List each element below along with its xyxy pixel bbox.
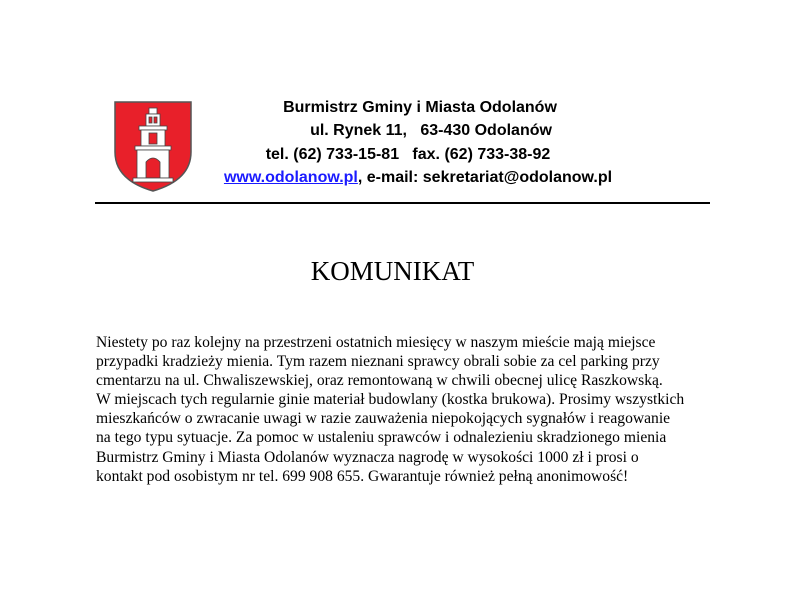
body-line: przypadki kradzieży mienia. Tym razem nieznani sprawcy obrali sobie za cel parking przy [96,353,660,371]
body-line: kontakt pod osobistym nr tel. 699 908 655. Gwarantuje również pełną anonimowość! [96,467,629,485]
office-contact [200,166,640,189]
body-line: Burmistrz Gminy i Miasta Odolanów wyznacza nagrodę w wysokości 1000 zł i prosi o [96,448,639,466]
body-line: cmentarzu na ul. Chwaliszewskiej, oraz remontowaną w chwili obecnej ulicę Raszkowską. [96,372,663,390]
body-line: mieszkańców o zwracanie uwagi w razie zauważenia niepokojących sygnałów i reagowanie [96,410,671,428]
office-name: Burmistrz Gminy i Miasta Odolanów [283,99,557,116]
announcement-body [96,333,736,486]
email-text: , e-mail: sekretariat@odolanow.pl [357,168,613,186]
office-phone-fax: tel. (62) 733-15-81 fax. (62) 733-38-92 [265,145,551,163]
letterhead [200,96,640,189]
document-title: KOMUNIKAT [310,256,475,286]
coat-of-arms-icon [113,100,193,193]
office-address: ul. Rynek 11, 63-430 Odolanów [310,122,552,140]
body-line: W miejscach tych regularnie ginie materiał budowlany (kostka brukowa). Prosimy wszystkich [96,391,685,409]
body-line: Niestety po raz kolejny na przestrzeni ostatnich miesięcy w naszym mieście mają miejsce [96,334,656,351]
website-link[interactable]: www.odolanow.pl [223,168,358,186]
body-line: na tego typu sytuacje. Za pomoc w ustaleniu sprawców i odnalezieniu skradzionego mienia [96,429,667,447]
header-divider [95,202,710,204]
